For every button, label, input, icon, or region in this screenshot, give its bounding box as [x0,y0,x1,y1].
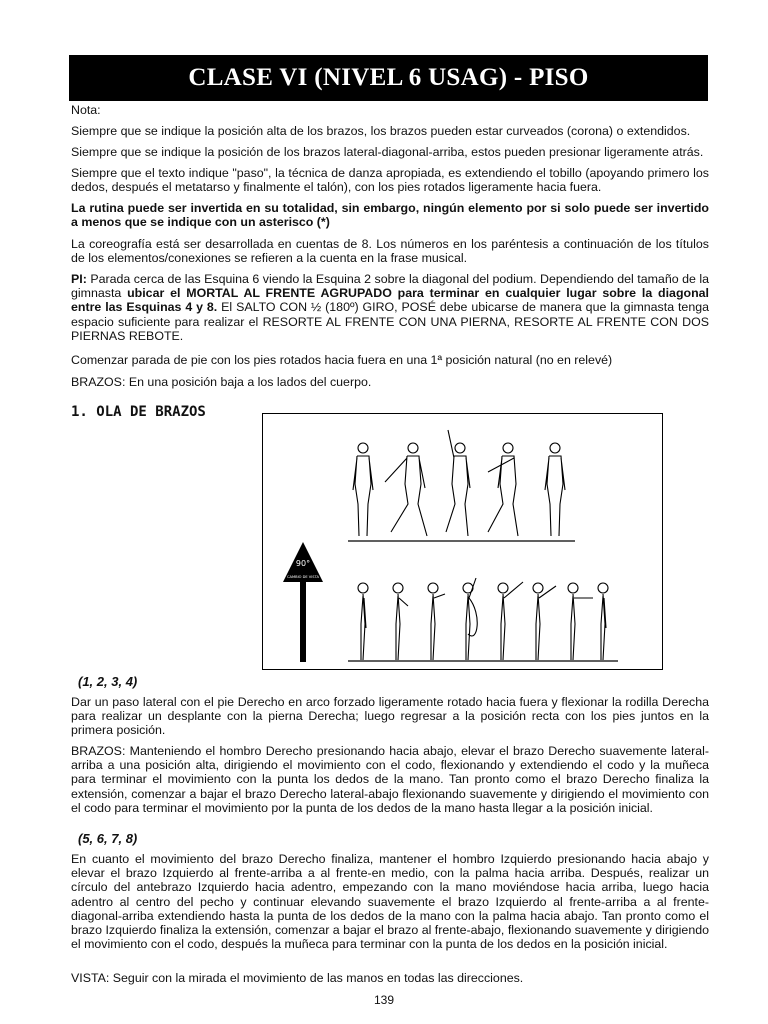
note-paragraph-2: Siempre que se indique la posición de los brazos lateral-diagonal-arriba, estos pueden presionar ligeramente atrás. [71,145,704,159]
note-paragraph-4: La rutina puede ser invertida en su totalidad, sin embargo, ningún elemento por si solo puede ser invertido a menos que se indique con un asterisco (*) [71,201,709,230]
count-2: (5, 6, 7, 8) [78,831,138,846]
arrow-caption: CAMBIO DE VISTA [287,575,319,579]
illustration-figure [262,413,663,670]
pi-bold: ubicar el MORTAL AL FRENTE AGRUPADO para terminar en cualquier lugar sobre la diagonal entre las Esquinas 4 y 8. [71,286,709,315]
arms-start-paragraph: BRAZOS: En una posición baja a los lados del cuerpo. [71,375,372,389]
section-heading: 1. OLA DE BRAZOS [71,404,206,420]
initial-position-paragraph [71,272,709,343]
count-1: (1, 2, 3, 4) [78,674,138,689]
note-paragraph-5: La coreografía está ser desarrollada en cuentas de 8. Los números en los paréntesis a continuación de los títulos de los elementos/conexiones se refieren a la cuenta en la frase musical. [71,237,709,266]
page-number: 139 [373,993,395,1007]
start-position-paragraph: Comenzar parada de pie con los pies rotados hacia fuera en una 1ª posición natural (no en relevé) [71,353,613,367]
pi-text-a: Parada cerca de las Esquina 6 viendo la Esquina 2 sobre la diagonal del podium. Dependiendo del tamaño de la gimnasta [71,272,709,301]
arms-description-1: BRAZOS: Manteniendo el hombro Derecho presionando hacia abajo, elevar el brazo Derecho suavemente lateral-arriba a una posición alta, dirigiendo el movimiento con el codo, flexionando y extendiendo el codo y la muñeca para terminar el movimiento con la punta los dedos de la mano. Tan pronto como el brazo Derecho finaliza la extensión, comenzar a bajar el brazo Derecho lateral-abajo flexionando suavemente y dirigiendo el movimiento con el codo para terminar el movimiento por la punta de los dedos de la mano hasta llegar a la posición inicial. [71,744,709,815]
pi-text-b: El SALTO CON ½ (180º) GIRO, POSÉ debe ubicarse de manera que la gimnasta tenga espacio suficiente para realizar el RESORTE AL FRENTE CON UNA PIERNA, RESORTE AL FRENTE CON DOS PIERNAS REBOTE. [71,300,709,343]
gymnast-front-row [353,430,565,536]
page-title: CLASE VI (NIVEL 6 USAG) - PISO [188,64,589,91]
arrow-degrees: 90° [295,559,311,568]
page-title-bar [69,55,708,101]
gaze-description: VISTA: Seguir con la mirada el movimiento de las manos en todas las direcciones. [71,971,524,985]
pi-label: PI: [71,272,87,286]
note-paragraph-3: Siempre que el texto indique "paso", la técnica de danza apropiada, es extendiendo el tobillo (apoyando primero los dedos, después el metatarso y finalmente el talón), con los pies rotados ligeramente hacia fuera. [71,166,709,195]
figure-drawing [263,414,662,669]
note-paragraph-1: Siempre que se indique la posición alta de los brazos, los brazos pueden estar curveados (corona) o extendidos. [71,124,691,138]
gymnast-side-row [358,578,608,660]
note-label: Nota: [71,103,101,117]
step-description-2: En cuanto el movimiento del brazo Derecho finaliza, mantener el hombro Izquierdo presionando hacia abajo y elevar el brazo Izquierdo al frente-arriba a al frente-en medio, con la palma hacia arriba. Después, realizar un círculo del antebrazo Izquierdo hacia adentro, empezando con la mano moviéndose hacia arriba, luego hacia adentro al centro del pecho y continuar elevando suavemente el brazo Izquierdo al frente-arriba a al frente-diagonal-arriba extendiendo hasta la punta de los dedos de la mano con la palma hacia abajo. Tan pronto como el brazo Izquierdo finaliza la extensión, comenzar a bajar el brazo al frente-abajo, flexionando suavemente y dirigiendo el movimiento con el codo, después la muñeca para terminar con la punta de los dedos en la posición inicial. [71,852,709,952]
arrow-shaft [300,582,306,662]
step-description-1: Dar un paso lateral con el pie Derecho en arco forzado ligeramente rotado hacia fuera y flexionar la rodilla Derecha para realizar un desplante con la pierna Derecha; luego regresar a la posición recta con los pies juntos en la primera posición. [71,695,709,738]
